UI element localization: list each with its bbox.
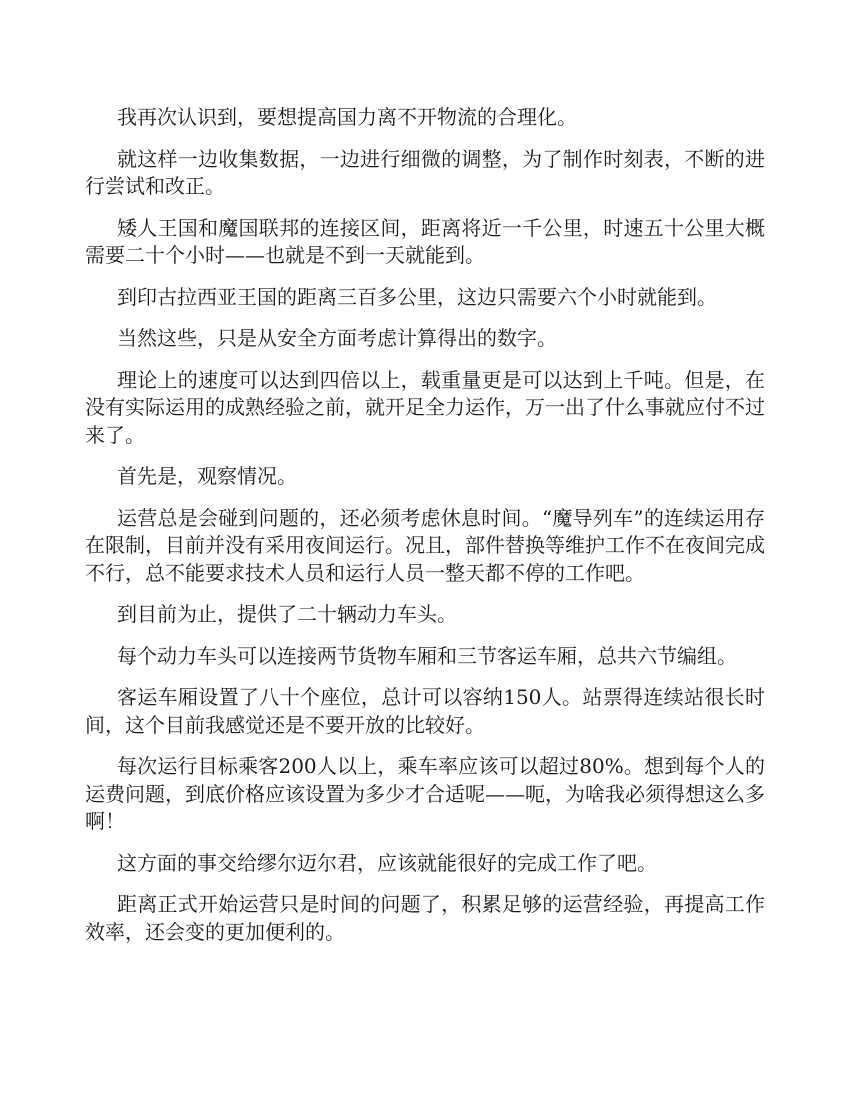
paragraph: 客运车厢设置了八十个座位，总计可以容纳150人。站票得连续站很长时间，这个目前我感觉还是不要开放的比较好。 <box>85 685 765 737</box>
paragraph: 我再次认识到，要想提高国力离不开物流的合理化。 <box>117 105 577 129</box>
paragraph: 首先是，观察情况。 <box>117 464 297 488</box>
paragraph: 矮人王国和魔国联邦的连接区间，距离将近一千公里，时速五十公里大概需要二十个小时——也就是不到一天就能到。 <box>85 215 765 267</box>
paragraph: 到印古拉西亚王国的距离三百多公里，这边只需要六个小时就能到。 <box>117 284 717 309</box>
paragraph: 当然这些，只是从安全方面考虑计算得出的数字。 <box>117 326 557 350</box>
paragraph: 运营总是会碰到问题的，还必须考虑休息时间。“魔导列车”的连续运用存在限制，目前并没有采用夜间运行。况且，部件替换等维护工作不在夜间完成不行，总不能要求技术人员和运行人员一整天都不停的工作吧。 <box>85 505 765 585</box>
paragraph: 理论上的速度可以达到四倍以上，载重量更是可以达到上千吨。但是，在没有实际运用的成熟经验之前，就开足全力运作，万一出了什么事就应付不过来了。 <box>85 367 765 447</box>
paragraph: 这方面的事交给缪尔迈尔君，应该就能很好的完成工作了吧。 <box>117 850 657 875</box>
paragraph: 每次运行目标乘客200人以上，乘车率应该可以超过80%。想到每个人的运费问题，到底价格应该设置为多少才合适呢——呃，为啥我必须得想这么多啊！ <box>85 754 765 833</box>
paragraph: 到目前为止，提供了二十辆动力车头。 <box>117 602 457 626</box>
paragraph: 距离正式开始运营只是时间的问题了，积累足够的运营经验，再提高工作效率，还会变的更加便利的。 <box>85 892 765 944</box>
text-content <box>85 90 765 960</box>
paragraph: 就这样一边收集数据，一边进行细微的调整，为了制作时刻表，不断的进行尝试和改正。 <box>85 146 765 198</box>
paragraph: 每个动力车头可以连接两节货物车厢和三节客运车厢，总共六节编组。 <box>117 643 737 668</box>
